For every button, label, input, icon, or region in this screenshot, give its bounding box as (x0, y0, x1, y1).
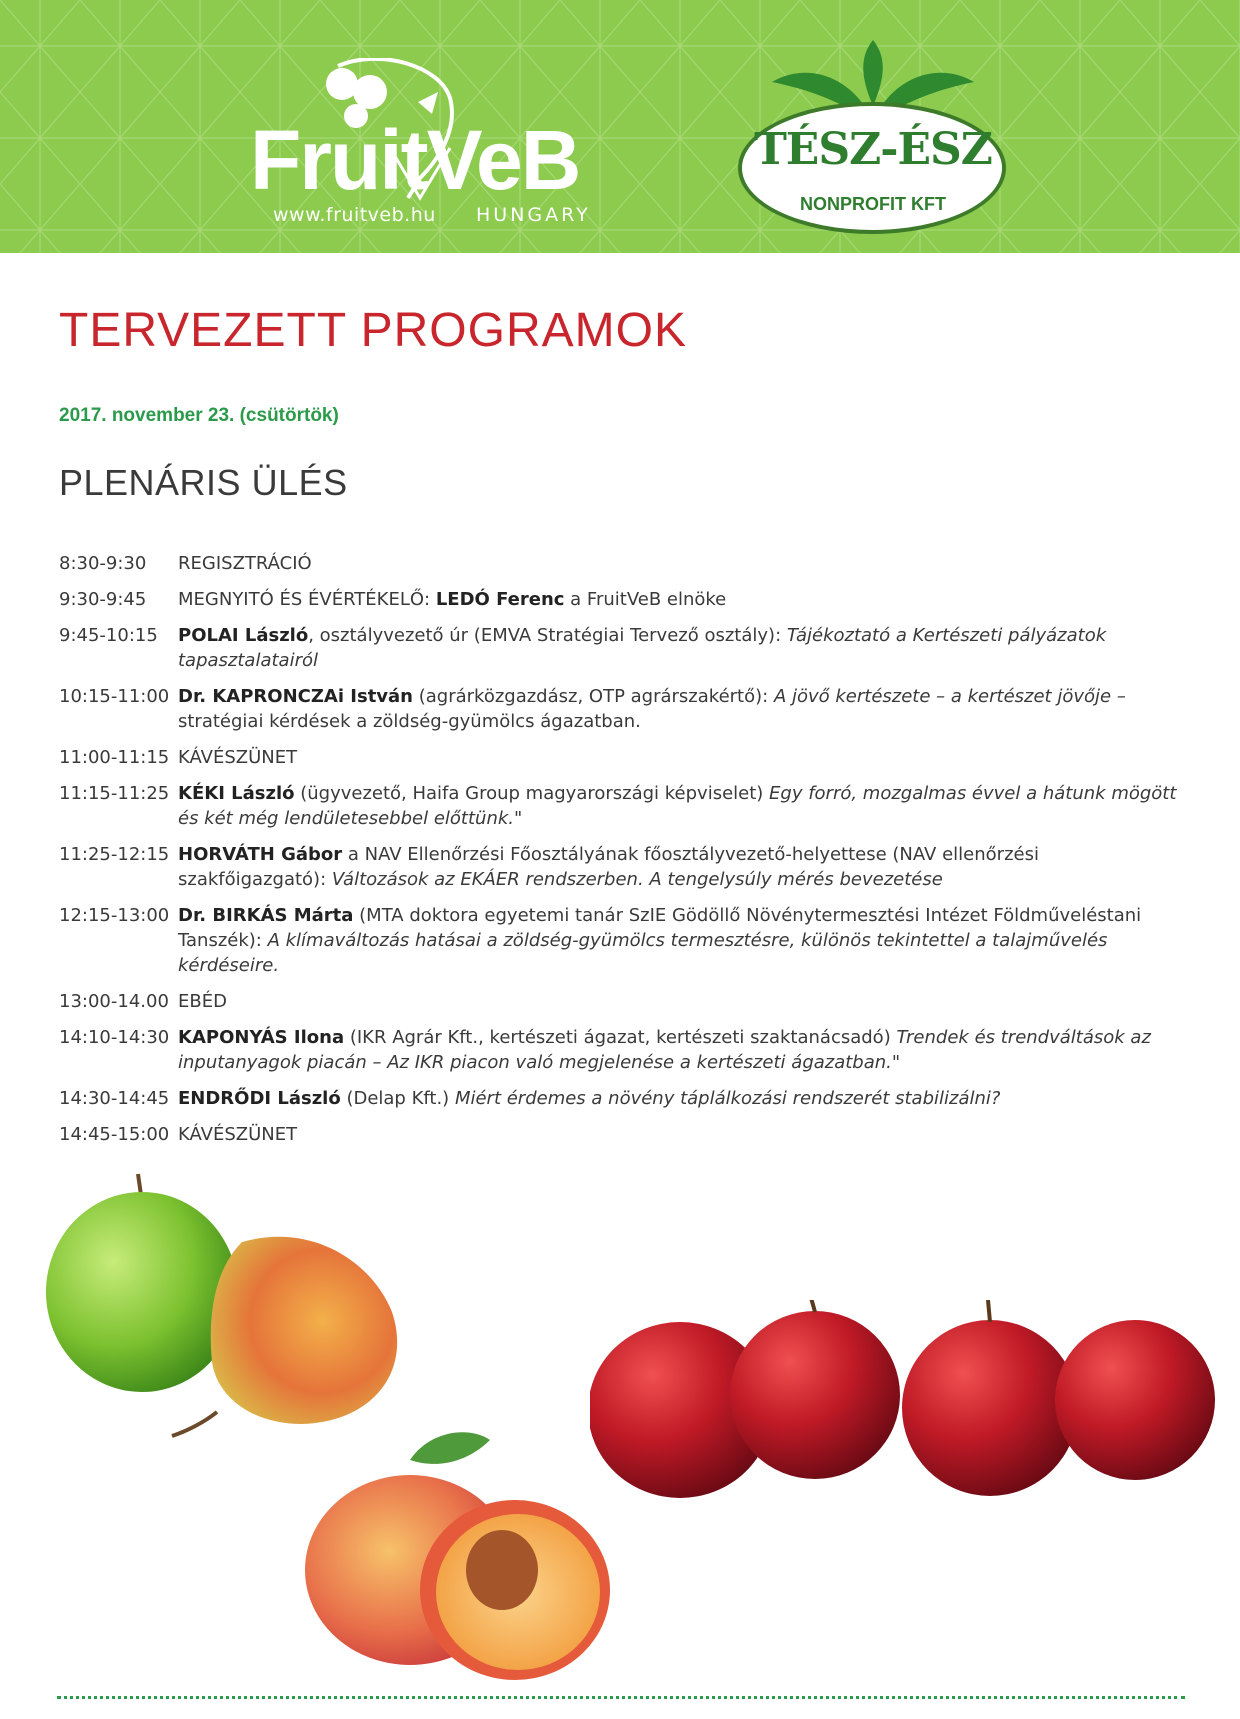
schedule-description (178, 551, 1179, 576)
apple-pear-icon (12, 1162, 448, 1452)
peach-photo (290, 1420, 630, 1690)
schedule-description (178, 587, 1179, 612)
red-apples-photo (590, 1300, 1215, 1500)
schedule-description (178, 781, 1179, 831)
schedule-description (178, 623, 1179, 673)
schedule-text: REGISZTRÁCIÓ (178, 553, 312, 574)
talk-title: Trendek és trendváltások az inputanyagok piacán – Az IKR piacon való megjelenése a kertészeti ágazatban." (178, 1027, 1151, 1073)
schedule-description (178, 903, 1179, 978)
page-title: TERVEZETT PROGRAMOK (59, 304, 687, 357)
fruitveb-url: www.fruitveb.hu (273, 204, 436, 226)
talk-title: Tájékoztató a Kertészeti pályázatok tapasztalatairól (178, 625, 1107, 671)
schedule-time: 14:45-15:00 (59, 1124, 170, 1145)
schedule-description (178, 745, 1179, 770)
schedule-row (59, 587, 1179, 612)
schedule-text: (MTA doktora egyetemi tanár SzIE Gödöllő Növénytermesztési Intézet Földműveléstani Tanszék): (178, 905, 1142, 951)
schedule-time: 12:15-13:00 (59, 905, 170, 926)
speaker-name: HORVÁTH Gábor (178, 844, 343, 865)
tesz-logo (732, 36, 1014, 241)
schedule-row (59, 903, 1179, 978)
schedule-time: 11:15-11:25 (59, 783, 170, 804)
fruitveb-logo (240, 58, 610, 233)
schedule-text: a FruitVeB elnöke (564, 589, 727, 610)
speaker-name: ENDRŐDI László (178, 1088, 341, 1109)
schedule-time: 13:00-14.00 (59, 991, 169, 1012)
schedule-row (59, 1025, 1179, 1075)
speaker-name: KÉKI László (178, 783, 295, 804)
schedule-row (59, 781, 1179, 831)
talk-title: A jövő kertészete – a kertészet jövője – (773, 686, 1126, 707)
schedule-row (59, 551, 1179, 576)
header-banner (0, 0, 1240, 253)
tesz-subtitle: NONPROFIT KFT (800, 194, 946, 214)
schedule-text: (agrárközgazdász, OTP agrárszakértő): (413, 686, 774, 707)
talk-title: Egy forró, mozgalmas évvel a hátunk mögött és két még lendületesebbel előttünk." (178, 783, 1177, 829)
schedule-time: 10:15-11:00 (59, 686, 170, 707)
speaker-name: Dr. KAPRONCZAi István (178, 686, 413, 707)
schedule-text: KÁVÉSZÜNET (178, 1124, 298, 1145)
speaker-name: Dr. BIRKÁS Márta (178, 905, 354, 926)
schedule-row (59, 623, 1179, 673)
schedule-text-after: stratégiai kérdések a zöldség-gyümölcs ágazatban. (178, 711, 641, 732)
schedule-time: 8:30-9:30 (59, 553, 147, 574)
speaker-name: KAPONYÁS Ilona (178, 1027, 345, 1048)
schedule-time: 11:25-12:15 (59, 844, 170, 865)
peach-icon (290, 1420, 630, 1690)
schedule-text: a NAV Ellenőrzési Főosztályának főosztályvezető-helyettese (NAV ellenőrzési szakfőigazgató): (178, 844, 1039, 890)
talk-title: A klímaváltozás hatásai a zöldség-gyümölcs termesztésre, különös tekintettel a talajművelés kérdéseire. (178, 930, 1108, 976)
schedule-text: EBÉD (178, 991, 227, 1012)
talk-title: Miért érdemes a növény táplálkozási rendszerét stabilizálni? (454, 1088, 1001, 1109)
schedule-description (178, 1122, 1179, 1147)
schedule-description (178, 684, 1179, 734)
schedule-time: 14:10-14:30 (59, 1027, 170, 1048)
schedule-time: 9:30-9:45 (59, 589, 147, 610)
footer-divider (57, 1696, 1185, 1699)
schedule-pre: MEGNYITÓ ÉS ÉVÉRTÉKELŐ: (178, 589, 436, 610)
schedule-description (178, 1086, 1179, 1111)
schedule-text: , osztályvezető úr (EMVA Stratégiai Tervező osztály): (308, 625, 787, 646)
talk-title: Változások az EKÁER rendszerben. A tengelysúly mérés bevezetése (331, 869, 943, 890)
schedule-row (59, 745, 1179, 770)
event-date: 2017. november 23. (csütörtök) (59, 405, 339, 426)
section-heading: PLENÁRIS ÜLÉS (59, 462, 348, 503)
schedule-description (178, 989, 1179, 1014)
tesz-name: TÉSZ-ÉSZ (754, 124, 992, 175)
speaker-name: LEDÓ Ferenc (435, 589, 565, 610)
schedule-row (59, 684, 1179, 734)
schedule-row (59, 1086, 1179, 1111)
speaker-name: POLAI László (178, 625, 309, 646)
schedule-description (178, 842, 1179, 892)
red-apples-icon (590, 1300, 1215, 1500)
schedule-text: (Delap Kft.) (340, 1088, 455, 1109)
schedule-text: (ügyvezető, Haifa Group magyarországi képviselet) (294, 783, 770, 804)
schedule-row (59, 989, 1179, 1014)
schedule-time: 14:30-14:45 (59, 1088, 170, 1109)
schedule-row (59, 842, 1179, 892)
geometric-pattern (0, 0, 1240, 253)
fruitveb-name: FruitVeB (250, 113, 580, 207)
schedule-list (59, 551, 1179, 1158)
fruitveb-country: HUNGARY (476, 204, 591, 226)
schedule-text: KÁVÉSZÜNET (178, 747, 298, 768)
schedule-text: (IKR Agrár Kft., kertészeti ágazat, kertészeti szaktanácsadó) (344, 1027, 897, 1048)
schedule-row (59, 1122, 1179, 1147)
apple-pear-photo (12, 1162, 448, 1452)
schedule-time: 11:00-11:15 (59, 747, 170, 768)
schedule-time: 9:45-10:15 (59, 625, 158, 646)
schedule-description (178, 1025, 1179, 1075)
